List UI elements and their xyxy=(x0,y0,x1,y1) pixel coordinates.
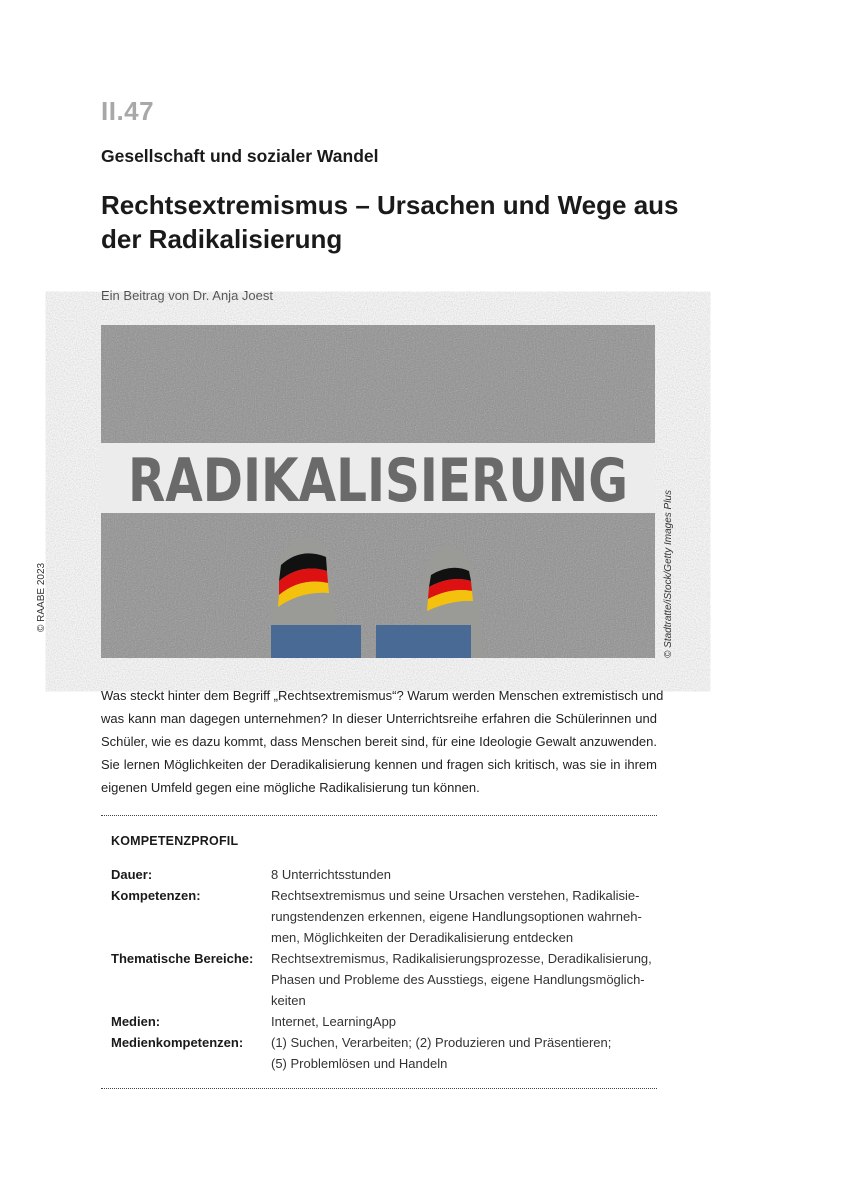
profile-value: Rechtsextremismus, Radikalisierungsprozesse, Deradikalisierung, xyxy=(271,951,652,966)
asphalt-stencil-illustration xyxy=(101,325,655,658)
profile-row-medien xyxy=(111,1011,651,1032)
profile-row-medienkompetenzen xyxy=(111,1032,651,1074)
profile-value: Rechtsextremismus und seine Ursachen verstehen, Radikalisie- xyxy=(271,888,640,903)
competence-profile xyxy=(111,864,651,1074)
profile-label: Dauer: xyxy=(111,867,153,882)
profile-value: Phasen und Probleme des Ausstiegs, eigene Handlungsmöglich- xyxy=(271,972,645,987)
profile-value: men, Möglichkeiten der Deradikalisierung entdecken xyxy=(271,930,574,945)
cover-photo xyxy=(101,325,655,658)
copyright-notice: © RAABE 2023 xyxy=(36,562,47,632)
intro-line: was kann man dagegen unternehmen? In dieser Unterrichtsreihe erfahren die Schülerinnen und xyxy=(101,711,657,726)
intro-line: Was steckt hinter dem Begriff „Rechtsextremismus“? Warum werden Menschen extremistisch und xyxy=(101,688,664,703)
profile-label: Medienkompetenzen: xyxy=(111,1035,244,1050)
unit-code: II.47 xyxy=(101,96,155,126)
stencil-text: RADIKALISIERUNG xyxy=(128,446,628,516)
profile-value: (1) Suchen, Verarbeiten; (2) Produzieren und Präsentieren; xyxy=(271,1035,612,1050)
intro-line: Sie lernen Möglichkeiten der Deradikalisierung kennen und fragen sich kritisch, was sie in ihrem xyxy=(101,757,657,772)
intro-paragraph xyxy=(101,684,664,799)
profile-row-kompetenzen xyxy=(111,885,651,948)
profile-value: 8 Unterrichtsstunden xyxy=(271,867,391,882)
divider-bottom xyxy=(101,1088,657,1089)
profile-value: rungstendenzen erkennen, eigene Handlungsoptionen wahrneh- xyxy=(271,909,642,924)
divider-top xyxy=(101,815,657,816)
profile-value: (5) Problemlösen und Handeln xyxy=(271,1056,448,1071)
profile-row-dauer xyxy=(111,864,651,885)
profile-label: Medien: xyxy=(111,1014,161,1029)
author-line: Ein Beitrag von Dr. Anja Joest xyxy=(101,288,273,303)
profile-title: KOMPETENZPROFIL xyxy=(111,834,239,848)
profile-label: Kompetenzen: xyxy=(111,888,201,903)
intro-line: eigenen Umfeld gegen eine mögliche Radikalisierung tun können. xyxy=(101,780,480,795)
page-title: Rechtsextremismus – Ursachen und Wege aus der Radikalisierung xyxy=(101,190,679,254)
series-title: Gesellschaft und sozialer Wandel xyxy=(101,146,379,166)
profile-row-bereiche xyxy=(111,948,651,1011)
profile-value: Internet, LearningApp xyxy=(271,1014,397,1029)
photo-credit: © Stadtratte/iStock/Getty Images Plus xyxy=(663,490,674,658)
profile-value: keiten xyxy=(271,993,306,1008)
profile-label: Thematische Bereiche: xyxy=(111,951,254,966)
intro-line: Schüler, wie es dazu kommt, dass Menschen bereit sind, für eine Ideologie Gewalt anzuwenden. xyxy=(101,734,657,749)
